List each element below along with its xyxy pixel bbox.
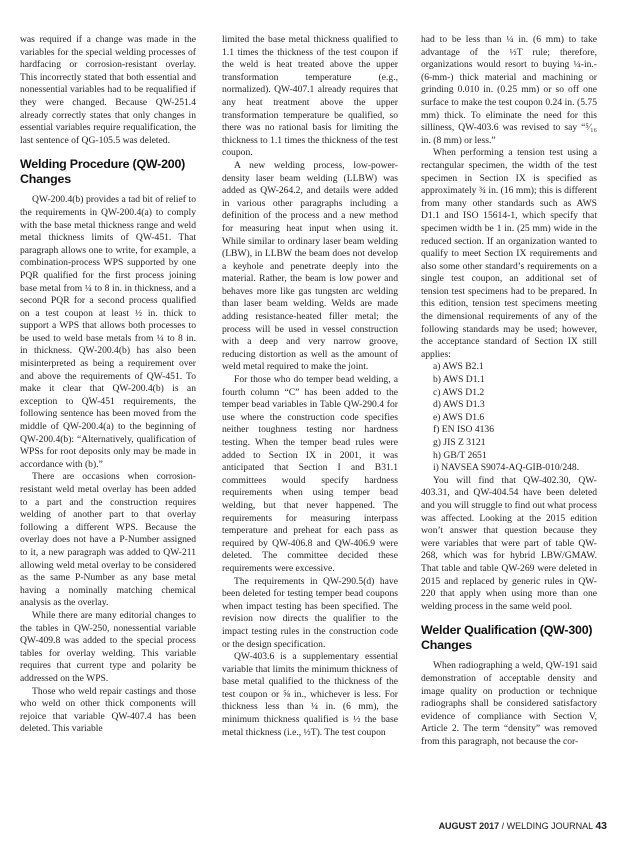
section-heading-welder-qualification: Welder Qualification (QW-300) Changes — [421, 623, 593, 652]
paragraph: Those who weld repair castings and those who weld on other thick components will rejoice that variable QW-407.4 has been deleted. This variable — [20, 685, 196, 735]
journal-name: WELDING JOURNAL — [506, 821, 593, 831]
section-heading-welding-procedure: Welding Procedure (QW-200) Changes — [20, 157, 186, 186]
list-item: f) EN ISO 4136 — [433, 424, 495, 436]
issue-date: AUGUST 2017 — [438, 821, 500, 831]
list-item: g) JIS Z 3121 — [433, 437, 486, 448]
paragraph: QW-200.4(b) provides a tad bit of relief to the requirements in QW-200.4(a) to comply with the base metal thickness range and weld metal thickness limits of QW-451. That paragraph allows one to write, for example, a combination-process WPS supported by one PQR qualified for the first process joining base metal from ¼ to 8 in. in thickness, and a second PQR for a second process qualified on a test coupon at least ½ in. thick to support a WPS that allows both processes to be used to weld base metals from ¼ to 8 in. in thickness. QW-200.4(b) has also been misinterpreted as being a requirement over and above the requirements of QW-451. To make it clear that QW-200.4(b) is an exception to QW-451 requirements, the following sentence has been moved from the middle of QW-200.4(a) to the beginning of QW-200.4(b): “Alternatively, qualification of WPSs for root deposits only may be made in accordance with (b).” — [20, 194, 196, 470]
paragraph: While there are many editorial changes to the tables in QW-250, nonessential variable QW-409.8 was added to the special process tables for overlay welding. This variable requires that current type and polarity be addressed on the WPS. — [20, 609, 196, 684]
paragraph: When radiographing a weld, QW-191 said demonstration of acceptable density and image quality on production or technique radiographs shall be considered satisfactory evidence of compliance with Section V, Article 2. The term “density” was removed from this paragraph, not because the cor- — [421, 660, 597, 747]
text-column-middle — [222, 34, 398, 739]
list-item: i) NAVSEA S9074-AQ-GIB-010/248. — [433, 462, 580, 474]
paragraph: limited the base metal thickness qualified to 1.1 times the thickness of the test coupon if the weld is heat treated above the upper transformation temperature (e.g., normalized). QW-407.1 already requires that any heat treatment above the upper transformation temperature be qualified, so there was no rational basis for limiting the thickness to 1.1 times the thickness of the test coupon. — [222, 34, 398, 159]
list-item: a) AWS B2.1 — [433, 361, 484, 373]
paragraph: The requirements in QW-290.5(d) have been deleted for testing temper bead coupons when impact testing has been specified. The revision now directs the qualifier to the impact testing rules in the construction code or the design specification. — [222, 575, 398, 650]
footer-separator: / — [499, 821, 507, 831]
paragraph: When performing a tension test using a rectangular specimen, the width of the test specimen in Section IX is specified as approximately ¾ in. (16 mm); this is different from many other standards such as AWS D1.1 and ISO 15614-1, which specify that specimen width be 1 in. (25 mm) wide in the reduced section. If an organization wanted to qualify to meet Section IX requirements and also some other standard’s requirements on a single test coupon, an additional set of tension test specimens had to be prepared. In this edition, tension test specimens meeting the dimensional requirements of any of the following standards may be used; however, the acceptance standard of Section IX still applies: — [421, 147, 597, 360]
list-item: e) AWS D1.6 — [433, 411, 485, 423]
page-number: 43 — [595, 820, 607, 832]
standards-list — [421, 361, 597, 474]
paragraph: You will find that QW-402.30, QW-403.31, and QW-404.54 have been deleted and you will struggle to find out what process was affected. Looking at the 2015 edition won’t answer that question because they were variables that were part of table QW-268, which was for hybrid LBW/GMAW. That table and table QW-269 were deleted in 2015 and replaced by generic rules in QW-220 that apply when using more than one welding process in the same weld pool. — [421, 474, 597, 612]
paragraph: QW-403.6 is a supplementary essential variable that limits the minimum thickness of base metal qualified to the thickness of the test coupon or ⅝ in., whichever is less. For thickness less than ¼ in. (6 mm), the minimum thickness qualified is ½ the base metal thickness (i.e., ½T). The test coupon — [222, 651, 398, 738]
list-item: b) AWS D1.1 — [433, 374, 485, 386]
paragraph: For those who do temper bead welding, a fourth column “C” has been added to the temper bead variables in Table QW-290.4 for use where the construction code specifies neither toughness testing nor hardness testing. When the temper bead rules were added to Section IX in 2001, it was anticipated that Section I and B31.1 committees would specify hardness requirements when using temper bead welding, but that never happened. The requirements for measuring interpass temperature and preheat for each pass as required by QW-406.8 and QW-406.9 were deleted. The committee decided these requirements were excessive. — [222, 374, 398, 574]
paragraph: A new welding process, low-power-density laser beam welding (LLBW) was added as QW-264.2, and details were added in various other paragraphs including a definition of the process and a new method for measuring heat input when using it. While similar to ordinary laser beam welding (LBW), in LLBW the beam does not develop a keyhole and penetrate deeply into the material. Rather, the beam is low power and behaves more like gas tungsten arc welding than laser beam welding. Welds are made adding resistance-heated filler metal; the process will be used in vessel construction with a deep and very narrow groove, reducing distortion as well as the amount of weld metal required to make the joint. — [222, 159, 398, 373]
paragraph: There are occasions when corrosion-resistant weld metal overlay has been added to a part and the construction requires welding of another part to that overlay following a different WPS. Because the overlay does not have a P-Number assigned to it, a new paragraph was added to QW-211 allowing weld metal overlay to be considered as the same P-Number as any base metal having a nominally matching chemical analysis as the overlay. — [20, 471, 196, 609]
list-item: h) GB/T 2651 — [433, 449, 487, 461]
list-item: d) AWS D1.3 — [433, 399, 485, 411]
page-footer — [0, 820, 607, 832]
list-item: c) AWS D1.2 — [433, 386, 485, 398]
paragraph: was required if a change was made in the variables for the special welding processes of hardfacing or corrosion-resistant overlay. This incorrectly stated that both essential and nonessential variables had to be requalified if they were changed. Because QW-251.4 already correctly states that only changes in essential variables require requalification, the last sentence of QG-105.5 was deleted. — [20, 34, 196, 146]
text-column-left — [20, 34, 196, 736]
text-column-right — [421, 34, 597, 748]
paragraph: had to be less than ¼ in. (6 mm) to take advantage of the ½T rule; therefore, organizations would resort to buying ¼-in.- (6-mm-) thick material and machining or grinding 0.010 in. (0.25 mm) or so off one surface to make the test coupon 0.24 in. (5.75 mm) thick. To eliminate the need for this silliness, QW-403.6 was revised to say “⁵⁄₁₆ in. (8 mm) or less.” — [421, 34, 597, 146]
